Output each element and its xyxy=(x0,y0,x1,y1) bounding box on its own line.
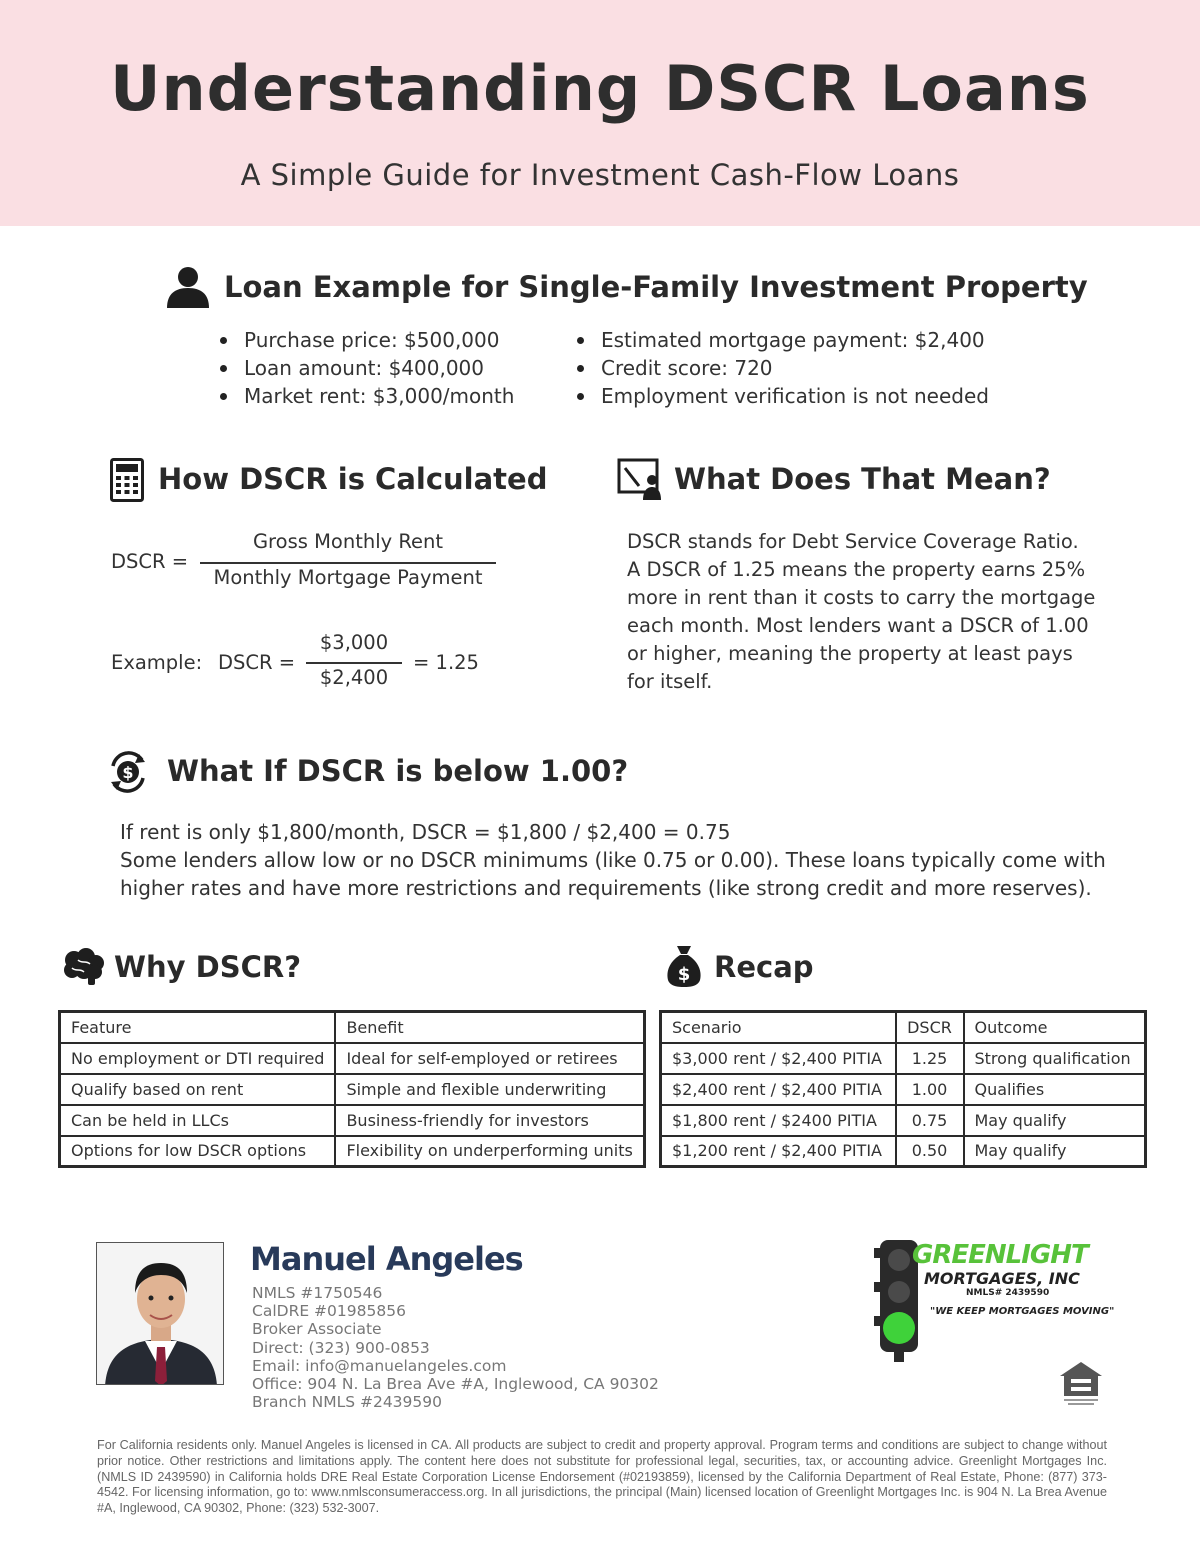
table-row xyxy=(60,1074,645,1105)
table-header-cell: Scenario xyxy=(661,1012,896,1043)
example-numerator: $3,000 xyxy=(319,631,389,654)
agent-nmls: NMLS #1750546 xyxy=(252,1284,383,1302)
table-cell: Options for low DSCR options xyxy=(60,1136,336,1167)
formula-lhs: DSCR = xyxy=(111,550,189,573)
table-cell: Qualifies xyxy=(964,1074,1146,1105)
table-row xyxy=(60,1105,645,1136)
svg-text:$: $ xyxy=(122,763,134,782)
table-cell: $1,200 rent / $2,400 PITIA xyxy=(661,1136,896,1167)
table-cell: Qualify based on rent xyxy=(60,1074,336,1105)
table-row xyxy=(661,1136,1146,1167)
table-cell: $2,400 rent / $2,400 PITIA xyxy=(661,1074,896,1105)
below-heading: What If DSCR is below 1.00? xyxy=(167,754,629,788)
meaning-heading: What Does That Mean? xyxy=(674,462,1051,496)
table-cell: No employment or DTI required xyxy=(60,1043,336,1074)
agent-branch: Branch NMLS #2439590 xyxy=(252,1393,442,1412)
list-item: Purchase price: $500,000 xyxy=(218,326,514,354)
agent-caldre: CalDRE #01985856 xyxy=(252,1302,406,1321)
company-subtitle: MORTGAGES, INC xyxy=(924,1269,1080,1288)
example-fraction-line xyxy=(306,662,402,664)
agent-email[interactable]: Email: info@manuelangeles.com xyxy=(252,1356,507,1375)
example-label: Example: xyxy=(111,651,203,674)
table-cell: $1,800 rent / $2400 PITIA xyxy=(661,1105,896,1136)
list-item: Market rent: $3,000/month xyxy=(218,382,514,410)
paragraph-line: each month. Most lenders want a DSCR of 1.00 xyxy=(627,614,1089,637)
presentation-icon xyxy=(617,458,663,500)
table-header-cell: Benefit xyxy=(335,1012,644,1043)
company-name: GREENLIGHT xyxy=(912,1240,1088,1270)
agent-contact-info xyxy=(252,1284,659,1411)
paragraph-line: for itself. xyxy=(627,670,713,693)
paragraph-line: or higher, meaning the property at least pays xyxy=(627,642,1073,665)
paragraph-line: higher rates and have more restrictions and requirements (like strong credit and more reserves). xyxy=(120,876,1092,900)
brain-icon xyxy=(62,948,106,986)
example-result: = 1.25 xyxy=(413,651,479,674)
agent-office: Office: 904 N. La Brea Ave #A, Inglewood, CA 90302 xyxy=(252,1375,659,1394)
paragraph-line: DSCR stands for Debt Service Coverage Ratio. xyxy=(627,530,1079,553)
loan-example-heading: Loan Example for Single-Family Investment Property xyxy=(224,270,1088,304)
table-header-cell: DSCR xyxy=(896,1012,964,1043)
why-heading: Why DSCR? xyxy=(114,950,302,984)
why-dscr-table xyxy=(58,1010,646,1168)
person-icon xyxy=(165,266,211,308)
agent-photo xyxy=(96,1242,224,1385)
agent-phone[interactable]: Direct: (323) 900-0853 xyxy=(252,1338,430,1357)
list-item: Credit score: 720 xyxy=(575,354,989,382)
calculator-icon xyxy=(110,458,144,502)
example-lhs: DSCR = xyxy=(218,651,296,674)
table-header-cell: Feature xyxy=(60,1012,336,1043)
table-cell: Can be held in LLCs xyxy=(60,1105,336,1136)
paragraph-line: If rent is only $1,800/month, DSCR = $1,800 / $2,400 = 0.75 xyxy=(120,820,731,844)
table-header-row xyxy=(661,1012,1146,1043)
paragraph-line: Some lenders allow low or no DSCR minimums (like 0.75 or 0.00). These loans typically come with xyxy=(120,848,1106,872)
legal-disclaimer: For California residents only. Manuel Angeles is licensed in CA. All products are subject to credit and property approval. Program terms and conditions are subject to change without prior notice. Other restrictions and limitations apply. The content here does not substitute for professional legal, securities, tax, or accounting advice. Greenlight Mortgages Inc. (NMLS ID 2439590) in California holds DRE Real Estate Corporation License Endorsement (#02193859), licensed by the California Department of Real Estate, Phone: (877) 373-4542. For licensing information, go to: www.nmlsconsumeraccess.org. In all jurisdictions, the principal (Main) licensed location of Greenlight Mortgages Inc. is 904 N. La Brea Avenue #A, Inglewood, CA 90302, Phone: (323) 532-3007. xyxy=(97,1438,1107,1516)
table-cell: May qualify xyxy=(964,1105,1146,1136)
table-header-row xyxy=(60,1012,645,1043)
equal-housing-icon xyxy=(1058,1360,1104,1406)
table-cell: May qualify xyxy=(964,1136,1146,1167)
company-logo xyxy=(872,1236,1115,1366)
recap-table xyxy=(659,1010,1147,1168)
paragraph-line: A DSCR of 1.25 means the property earns 25% xyxy=(627,558,1086,581)
table-cell: 0.75 xyxy=(896,1105,964,1136)
calc-heading: How DSCR is Calculated xyxy=(158,462,548,496)
table-row xyxy=(661,1074,1146,1105)
table-cell: 1.25 xyxy=(896,1043,964,1074)
meaning-paragraph xyxy=(627,528,1095,696)
example-denominator: $2,400 xyxy=(319,666,389,689)
paragraph-line: more in rent than it costs to carry the mortgage xyxy=(627,586,1096,609)
table-row xyxy=(60,1136,645,1167)
recap-heading: Recap xyxy=(714,950,814,984)
table-cell: Business-friendly for investors xyxy=(335,1105,644,1136)
loan-example-list-right xyxy=(575,326,989,410)
table-cell: Flexibility on underperforming units xyxy=(335,1136,644,1167)
table-cell: 1.00 xyxy=(896,1074,964,1105)
list-item: Estimated mortgage payment: $2,400 xyxy=(575,326,989,354)
company-nmls: NMLS# 2439590 xyxy=(966,1288,1050,1298)
table-header-cell: Outcome xyxy=(964,1012,1146,1043)
loan-example-list-left xyxy=(218,326,514,410)
formula-denominator: Monthly Mortgage Payment xyxy=(213,566,483,589)
table-cell: $3,000 rent / $2,400 PITIA xyxy=(661,1043,896,1074)
table-cell: Ideal for self-employed or retirees xyxy=(335,1043,644,1074)
formula-numerator: Gross Monthly Rent xyxy=(252,530,444,553)
table-row xyxy=(661,1105,1146,1136)
agent-name: Manuel Angeles xyxy=(250,1240,523,1278)
formula-fraction-line xyxy=(200,562,496,564)
company-tagline: "WE KEEP MORTGAGES MOVING" xyxy=(930,1306,1115,1317)
below-paragraph xyxy=(120,818,1106,902)
svg-text:$: $ xyxy=(677,964,691,985)
table-cell: Strong qualification xyxy=(964,1043,1146,1074)
table-cell: 0.50 xyxy=(896,1136,964,1167)
table-cell: Simple and flexible underwriting xyxy=(335,1074,644,1105)
dollar-cycle-icon xyxy=(106,750,150,794)
page-title: Understanding DSCR Loans xyxy=(110,52,1090,125)
list-item: Loan amount: $400,000 xyxy=(218,354,514,382)
page-subtitle: A Simple Guide for Investment Cash-Flow Loans xyxy=(240,158,960,192)
table-row xyxy=(661,1043,1146,1074)
list-item: Employment verification is not needed xyxy=(575,382,989,410)
table-row xyxy=(60,1043,645,1074)
money-bag-icon xyxy=(665,944,703,988)
agent-title: Broker Associate xyxy=(252,1320,382,1339)
